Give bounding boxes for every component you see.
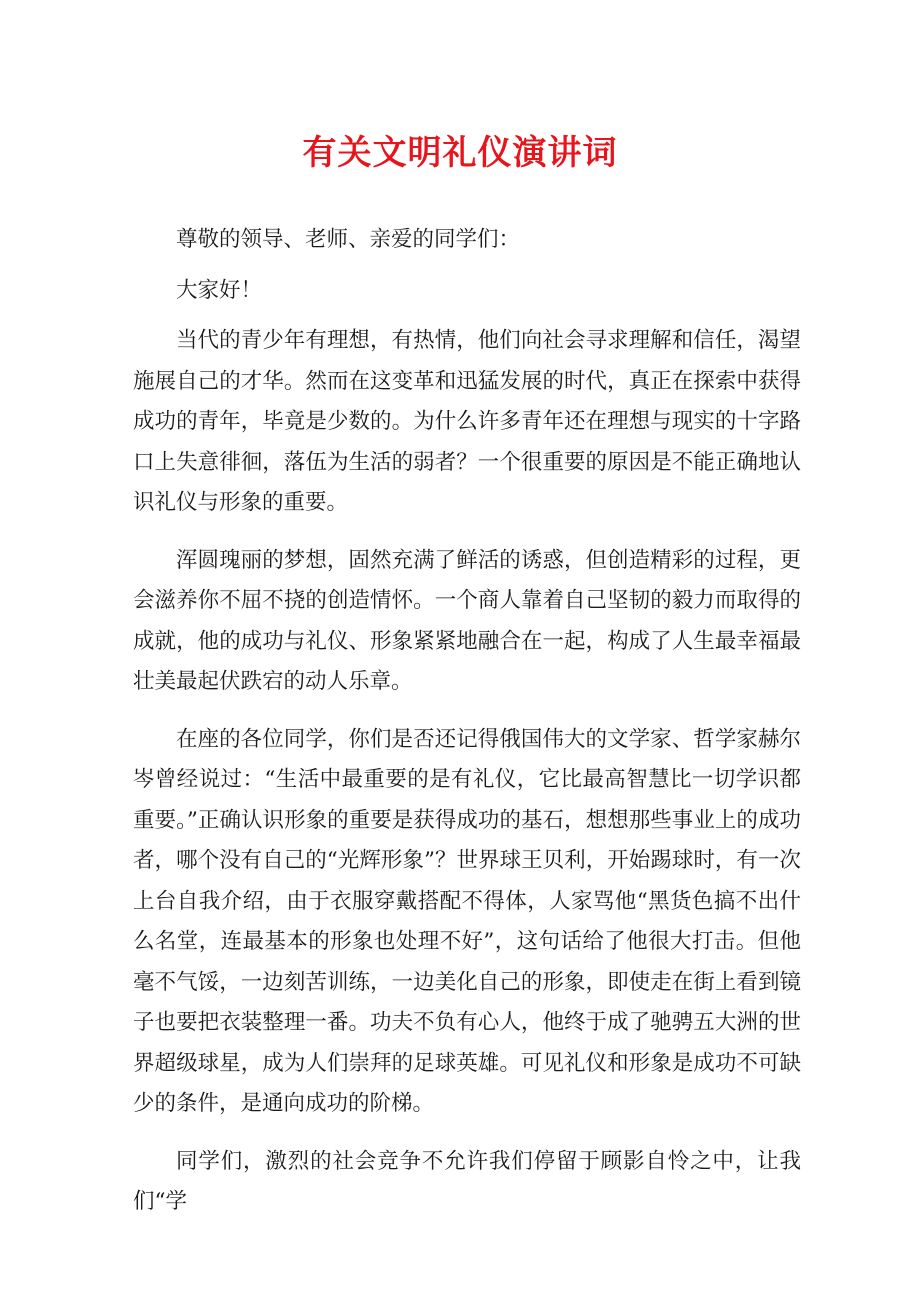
document-title: 有关文明礼仪演讲词 <box>302 133 618 173</box>
paragraph-salutation: 尊敬的领导、老师、亲爱的同学们： <box>176 227 521 252</box>
paragraph-dreams: 浑圆瑰丽的梦想，固然充满了鲜活的诱惑，但创造精彩的过程，更会滋养你不屈不挠的创造情怀。一个商人靠着自己坚韧的毅力而取得的成就，他的成功与礼仪、形象紧紧地融合在一起，构成了人生最幸福最壮美最起伏跌宕的动人乐章。 <box>133 547 801 694</box>
paragraph-greeting: 大家好！ <box>176 277 263 303</box>
document-body <box>133 220 801 1240</box>
paragraph-closing: 同学们，激烈的社会竞争不允许我们停留于顾影自怜之中，让我们“学 <box>133 1148 801 1214</box>
paragraph-pele-story: 在座的各位同学，你们是否还记得俄国伟大的文学家、哲学家赫尔岑曾经说过：“生活中最重要的是有礼仪，它比最高智慧比一切学识都重要。”正确认识形象的重要是获得成功的基石，想想那些事业上的成功者，哪个没有自己的“光辉形象”？世界球王贝利，开始踢球时，有一次上台自我介绍，由于衣服穿戴搭配不得体，人家骂他“黑货色搞不出什么名堂，连最基本的形象也处理不好”，这句话给了他很大打击。但他毫不气馁，一边刻苦训练，一边美化自己的形象，即使走在街上看到镜子也要把衣装整理一番。功夫不负有心人，他终于成了驰骋五大洲的世界超级球星，成为人们崇拜的足球英雄。可见礼仪和形象是成功不可缺少的条件，是通向成功的阶梯。 <box>133 726 801 1116</box>
paragraph-youth-ideals: 当代的青少年有理想，有热情，他们向社会寻求理解和信任，渴望施展自己的才华。然而在这变革和迅猛发展的时代，真正在探索中获得成功的青年，毕竟是少数的。为什么许多青年还在理想与现实的十字路口上失意徘徊，落伍为生活的弱者？一个很重要的原因是不能正确地认识礼仪与形象的重要。 <box>133 328 801 515</box>
